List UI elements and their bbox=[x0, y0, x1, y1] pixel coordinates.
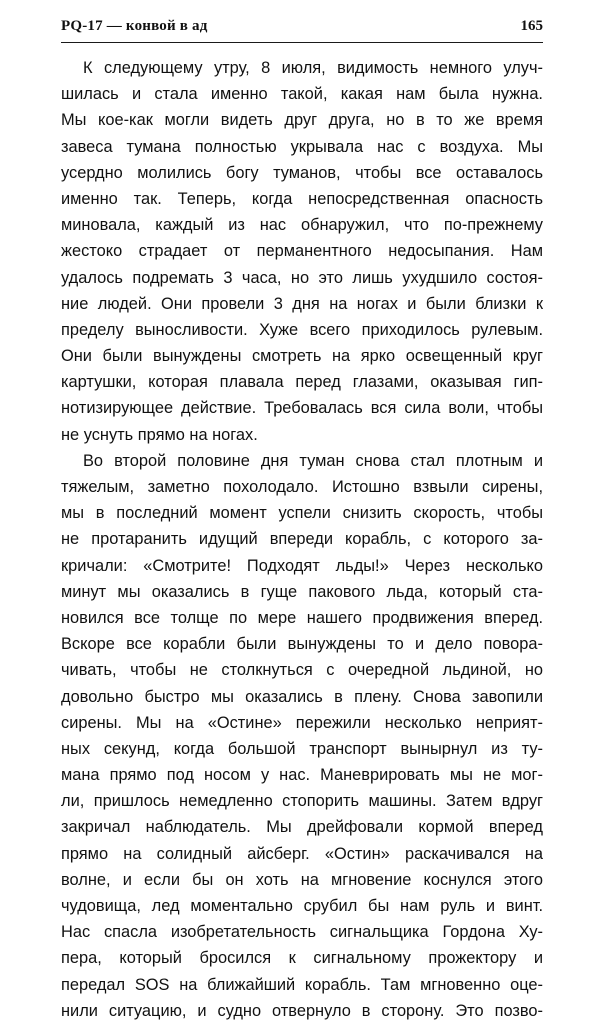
page-number: 165 bbox=[520, 18, 543, 34]
text-line: сирены. Мы на «Остине» пережили несколько неприят- bbox=[61, 713, 543, 732]
text-line: Нас спасла изобретательность сигнальщика Гордона Ху- bbox=[61, 923, 543, 942]
text-line: именно так. Теперь, когда непосредственная опасность bbox=[61, 189, 543, 208]
paragraph bbox=[61, 55, 543, 448]
text-line: пера, который бросился к сигнальному прожектору и bbox=[61, 949, 543, 968]
text-line: чивать, чтобы не столкнуться с очередной льдиной, но bbox=[61, 661, 543, 680]
paragraph bbox=[61, 448, 543, 1024]
text-line: ных секунд, когда большой транспорт вынырнул из ту- bbox=[61, 739, 543, 758]
text-line: пределу выносливости. Хуже всего приходилось рулевым. bbox=[61, 320, 543, 339]
text-line: шилась и стала именно такой, какая нам была нужна. bbox=[61, 85, 543, 104]
running-title: PQ-17 — конвой в ад bbox=[61, 18, 208, 34]
text-line: усердно молились богу туманов, чтобы все оставалось bbox=[61, 163, 543, 182]
text-line: удалось подремать 3 часа, но это лишь ухудшило состоя- bbox=[61, 268, 543, 287]
text-line: прямо на солидный айсберг. «Остин» раскачивался на bbox=[61, 844, 543, 863]
text-line: закричал наблюдатель. Мы дрейфовали кормой вперед bbox=[61, 818, 543, 837]
text-line: новился все толще по мере нашего продвижения вперед. bbox=[61, 608, 543, 627]
text-line: Они были вынуждены смотреть на ярко освещенный круг bbox=[61, 347, 543, 366]
text-line: миновала, каждый из нас обнаружил, что по-прежнему bbox=[61, 216, 543, 235]
text-line: К следующему утру, 8 июля, видимость немного улуч- bbox=[83, 59, 543, 77]
text-line: не протаранить идущий впереди корабль, с которого за- bbox=[61, 530, 543, 549]
text-line: кричали: «Смотрите! Подходят льды!» Через несколько bbox=[61, 556, 543, 575]
text-line: Мы кое-как могли видеть друг друга, но в то же время bbox=[61, 111, 543, 130]
text-line: мана прямо под носом у нас. Маневрировать мы не мог- bbox=[61, 766, 543, 785]
text-line: мы в последний момент успели снизить скорость, чтобы bbox=[61, 504, 543, 523]
text-line: не уснуть прямо на ногах. bbox=[61, 425, 258, 444]
text-line: нили ситуацию, и судно отвернуло в сторону. Это позво- bbox=[61, 1001, 543, 1020]
text-line: волне, и если бы он хоть на мгновение коснулся этого bbox=[61, 870, 543, 889]
text-line: ние людей. Они провели 3 дня на ногах и были близки к bbox=[61, 294, 543, 313]
text-line: Во второй половине дня туман снова стал плотным и bbox=[83, 451, 543, 470]
text-line: картушки, которая плавала перед глазами, оказывая гип- bbox=[61, 373, 543, 392]
body-text bbox=[61, 55, 543, 1024]
text-line: жестоко страдает от перманентного недосыпания. Нам bbox=[61, 242, 543, 261]
text-line: передал SOS на ближайший корабль. Там мгновенно оце- bbox=[61, 975, 543, 994]
running-header bbox=[61, 12, 543, 43]
text-line: Вскоре все корабли были вынуждены то и дело повора- bbox=[61, 635, 543, 654]
text-line: тяжелым, заметно похолодало. Истошно взвыли сирены, bbox=[61, 478, 543, 496]
text-line: минут мы оказались в гуще пакового льда, который ста- bbox=[61, 582, 543, 601]
text-line: завеса тумана полностью укрывала нас с воздуха. Мы bbox=[61, 137, 543, 156]
text-line: довольно быстро мы оказались в плену. Снова завопили bbox=[61, 687, 543, 706]
text-line: нотизирующее действие. Требовалась вся сила воли, чтобы bbox=[61, 399, 543, 418]
text-line: ли, пришлось немедленно стопорить машины. Затем вдруг bbox=[61, 792, 543, 811]
text-line: чудовища, лед моментально срубил бы нам руль и винт. bbox=[61, 897, 543, 915]
